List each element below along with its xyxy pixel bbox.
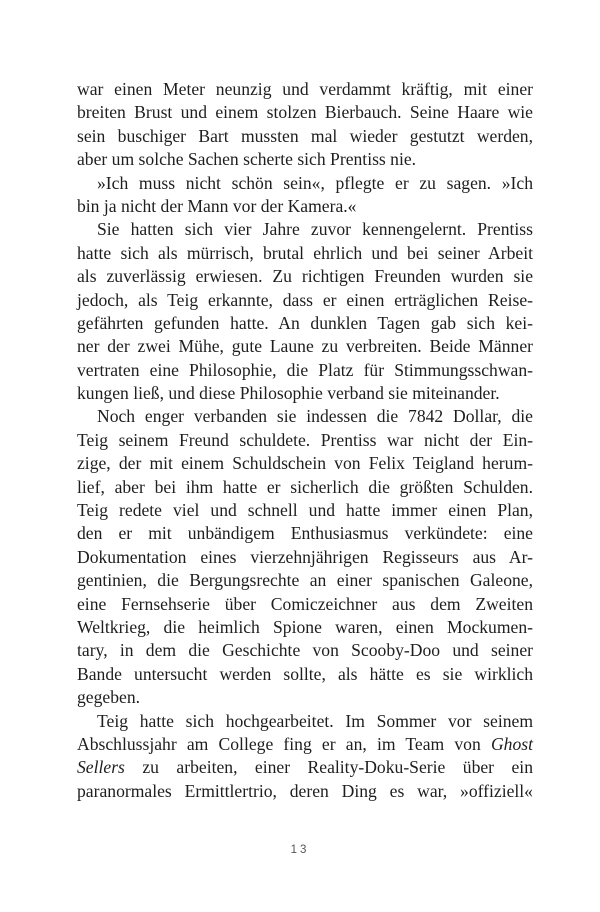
text-line: Teig seinem Freund schuldete. Prentiss war nicht der Ein- [77,429,533,450]
text-line: bin ja nicht der Mann vor der Kamera.« [77,195,357,216]
text-line: vertraten eine Philosophie, die Platz für Stimmungsschwan- [77,359,533,380]
show-title-italic: Ghost [490,733,533,754]
text-line: war einen Meter neunzig und verdammt kräftig, mit einer [77,79,533,99]
text-line: ner der zwei Mühe, gute Laune zu verbreiten. Beide Männer [77,336,533,357]
text-line: »Ich muss nicht schön sein«, pflegte er zu sagen. »Ich [97,172,533,193]
text-line: gegeben. [77,687,141,708]
text-line: gentinien, die Bergungsrechte an einer spanischen Galeone, [77,570,533,591]
text-line: breiten Brust und einem stolzen Bierbauch. Seine Haare wie [77,102,533,123]
text-line: eine Fernsehserie über Comiczeichner aus dem Zweiten [77,593,533,614]
text-segment: Abschlussjahr am College fing er an, im Team von [77,733,481,754]
page-number: 13 [290,844,310,856]
text-line: Dokumentation eines vierzehnjährigen Regisseurs aus Ar- [77,546,533,567]
text-line: gefährten gefunden hatte. An dunklen Tagen gab sich kei- [77,312,533,333]
text-line: sein buschiger Bart mussten mal wieder gestutzt werden, [77,125,533,146]
text-line: paranormales Ermittlertrio, deren Ding es war, »offiziell« [77,780,533,801]
text-line: aber um solche Sachen scherte sich Prentiss nie. [77,149,417,170]
text-line: Noch enger verbanden sie indessen die 7842 Dollar, die [97,406,533,427]
text-line: Bande untersucht werden sollte, als hätte es sie wirklich [77,663,533,684]
text-line: als zuverlässig erwiesen. Zu richtigen Freunden wurden sie [77,266,533,287]
text-line: kungen ließ, und diese Philosophie verband sie miteinander. [77,383,500,404]
text-line: zige, der mit einem Schuldschein von Felix Teigland herum- [77,453,533,474]
text-line: Sie hatten sich vier Jahre zuvor kennengelernt. Prentiss [97,219,533,240]
text-line [77,756,533,779]
text-line: jedoch, als Teig erkannte, dass er einen erträglichen Reise- [77,289,533,310]
body-text [77,78,533,803]
text-line: Weltkrieg, die heimlich Spione waren, einen Mockumen- [77,616,533,637]
text-line: tary, in dem die Geschichte von Scooby-Doo und seiner [77,640,533,661]
text-line: Teig redete viel und schnell und hatte immer einen Plan, [77,500,533,521]
text-line: Teig hatte sich hochgearbeitet. Im Sommer vor seinem [97,710,534,731]
text-line: lief, aber bei ihm hatte er sicherlich die größten Schulden. [77,476,533,497]
show-title-italic: Sellers [77,757,125,778]
text-line: hatte sich als mürrisch, brutal ehrlich und bei seiner Arbeit [77,242,533,263]
text-line: den er mit unbändigem Enthusiasmus verkündete: eine [77,523,533,544]
text-line [77,733,533,756]
text-segment: zu arbeiten, einer Reality-Doku-Serie über ein [142,757,533,778]
